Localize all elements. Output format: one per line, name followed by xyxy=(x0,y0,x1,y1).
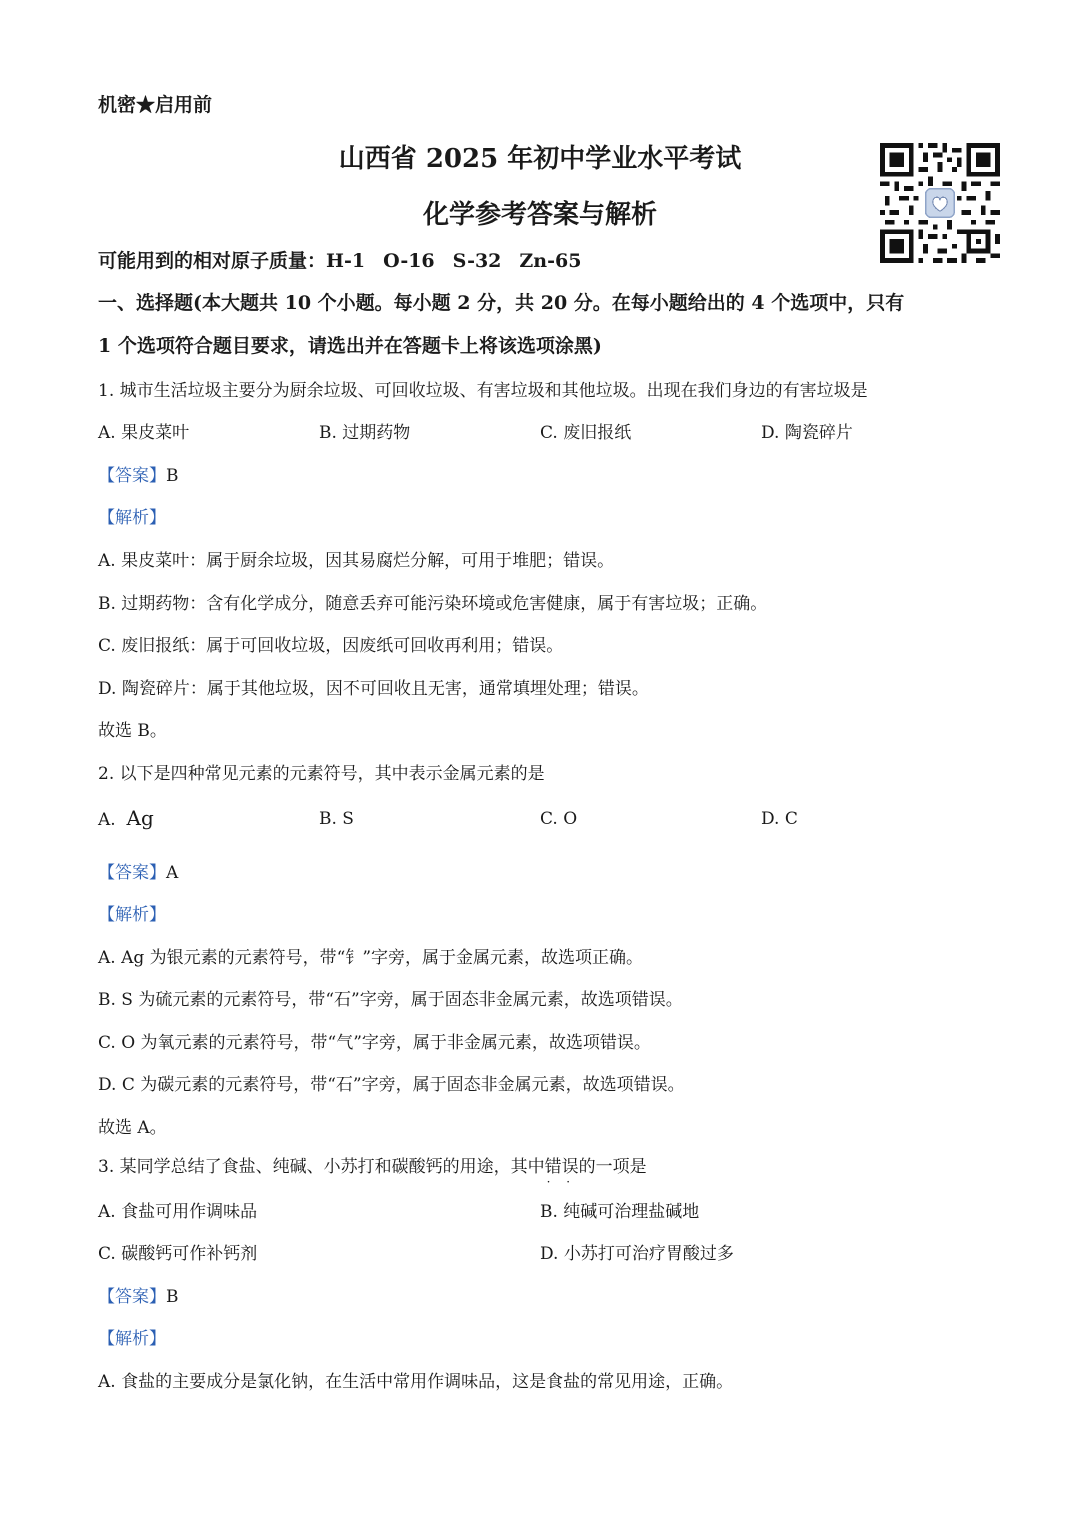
q1-option-a: A. 果皮菜叶 xyxy=(98,423,190,443)
analysis-tag: 【解析】 xyxy=(98,1329,166,1349)
q2-analysis-line: D. C 为碳元素的元素符号，带“石”字旁，属于固态非金属元素，故选项错误。 xyxy=(98,1075,685,1095)
q2-stem: 2. 以下是四种常见元素的元素符号，其中表示金属元素的是 xyxy=(98,764,545,784)
confidential-mark: 机密★启用前 xyxy=(98,94,213,116)
q1-conclusion: 故选 B。 xyxy=(98,721,167,741)
answer-value: A xyxy=(166,863,179,883)
q2-answer xyxy=(98,858,178,883)
atomic-mass-line xyxy=(98,246,581,273)
answer-tag: 【答案】 xyxy=(98,863,166,883)
q3-stem-before: 3. 某同学总结了食盐、纯碱、小苏打和碳酸钙的用途，其中 xyxy=(98,1157,545,1177)
answer-value: B xyxy=(166,466,179,486)
q1-analysis-line: B. 过期药物：含有化学成分，随意丢弃可能污染环境或危害健康，属于有害垃圾；正确。 xyxy=(98,594,768,614)
q3-option-a: A. 食盐可用作调味品 xyxy=(98,1202,258,1222)
q3-option-b: B. 纯碱可治理盐碱地 xyxy=(540,1202,700,1222)
atomic-mass-item: S-32 xyxy=(452,250,502,272)
q3-option-d: D. 小苏打可治疗胃酸过多 xyxy=(540,1244,734,1264)
q1-analysis-line: A. 果皮菜叶：属于厨余垃圾，因其易腐烂分解，可用于堆肥；错误。 xyxy=(98,551,615,571)
answer-tag: 【答案】 xyxy=(98,466,166,486)
option-prefix: A. xyxy=(98,810,116,830)
q3-analysis-line: A. 食盐的主要成分是氯化钠，在生活中常用作调味品，这是食盐的常见用途，正确。 xyxy=(98,1372,734,1392)
q3-stem-emphasis: 错误 · · xyxy=(545,1157,579,1177)
q1-answer xyxy=(98,461,179,486)
q1-option-d: D. 陶瓷碎片 xyxy=(761,423,853,443)
answer-tag: 【答案】 xyxy=(98,1287,166,1307)
option-value: Ag xyxy=(126,806,154,830)
atomic-mass-item: Zn-65 xyxy=(519,250,582,272)
q1-analysis-line: D. 陶瓷碎片：属于其他垃圾，因不可回收且无害，通常填埋处理；错误。 xyxy=(98,679,649,699)
section-heading-line1: 一、选择题(本大题共 10 个小题。每小题 2 分，共 20 分。在每小题给出的 4 个选项中，只有 xyxy=(98,292,905,314)
analysis-tag: 【解析】 xyxy=(98,508,166,528)
q2-option-c: C. O xyxy=(540,809,578,829)
answer-value: B xyxy=(166,1287,179,1307)
q2-analysis-tag xyxy=(98,900,166,925)
q1-stem: 1. 城市生活垃圾主要分为厨余垃圾、可回收垃圾、有害垃圾和其他垃圾。出现在我们身边的有害垃圾是 xyxy=(98,381,868,401)
q2-analysis-line: A. Ag 为银元素的元素符号，带“钅”字旁，属于金属元素，故选项正确。 xyxy=(98,948,644,968)
page-subtitle: 化学参考答案与解析 xyxy=(422,200,657,230)
q3-analysis-tag xyxy=(98,1324,166,1349)
q1-analysis-line: C. 废旧报纸：属于可回收垃圾，因废纸可回收再利用；错误。 xyxy=(98,636,564,656)
page-title: 山西省 2025 年初中学业水平考试 xyxy=(338,144,742,174)
q3-option-c: C. 碳酸钙可作补钙剂 xyxy=(98,1244,258,1264)
q2-analysis-line: B. S 为硫元素的元素符号，带“石”字旁，属于固态非金属元素，故选项错误。 xyxy=(98,990,683,1010)
q3-stem xyxy=(98,1152,647,1177)
atomic-mass-label: 可能用到的相对原子质量： xyxy=(98,250,327,272)
q3-answer xyxy=(98,1282,179,1307)
q2-option-d: D. C xyxy=(761,809,798,829)
q1-option-b: B. 过期药物 xyxy=(319,423,411,443)
q1-analysis-tag xyxy=(98,503,166,528)
atomic-mass-item: O-16 xyxy=(383,250,435,272)
q2-option-a xyxy=(98,806,154,830)
section-heading-line2: 1 个选项符合题目要求，请选出并在答题卡上将该选项涂黑) xyxy=(98,335,602,357)
q2-option-b: B. S xyxy=(319,809,354,829)
qr-code-icon xyxy=(880,143,1000,263)
q3-stem-after: 的一项是 xyxy=(578,1157,647,1177)
q2-conclusion: 故选 A。 xyxy=(98,1118,167,1138)
q1-option-c: C. 废旧报纸 xyxy=(540,423,632,443)
q2-analysis-line: C. O 为氧元素的元素符号，带“气”字旁，属于非金属元素，故选项错误。 xyxy=(98,1033,651,1053)
atomic-mass-item: H-1 xyxy=(326,250,366,272)
analysis-tag: 【解析】 xyxy=(98,905,166,925)
